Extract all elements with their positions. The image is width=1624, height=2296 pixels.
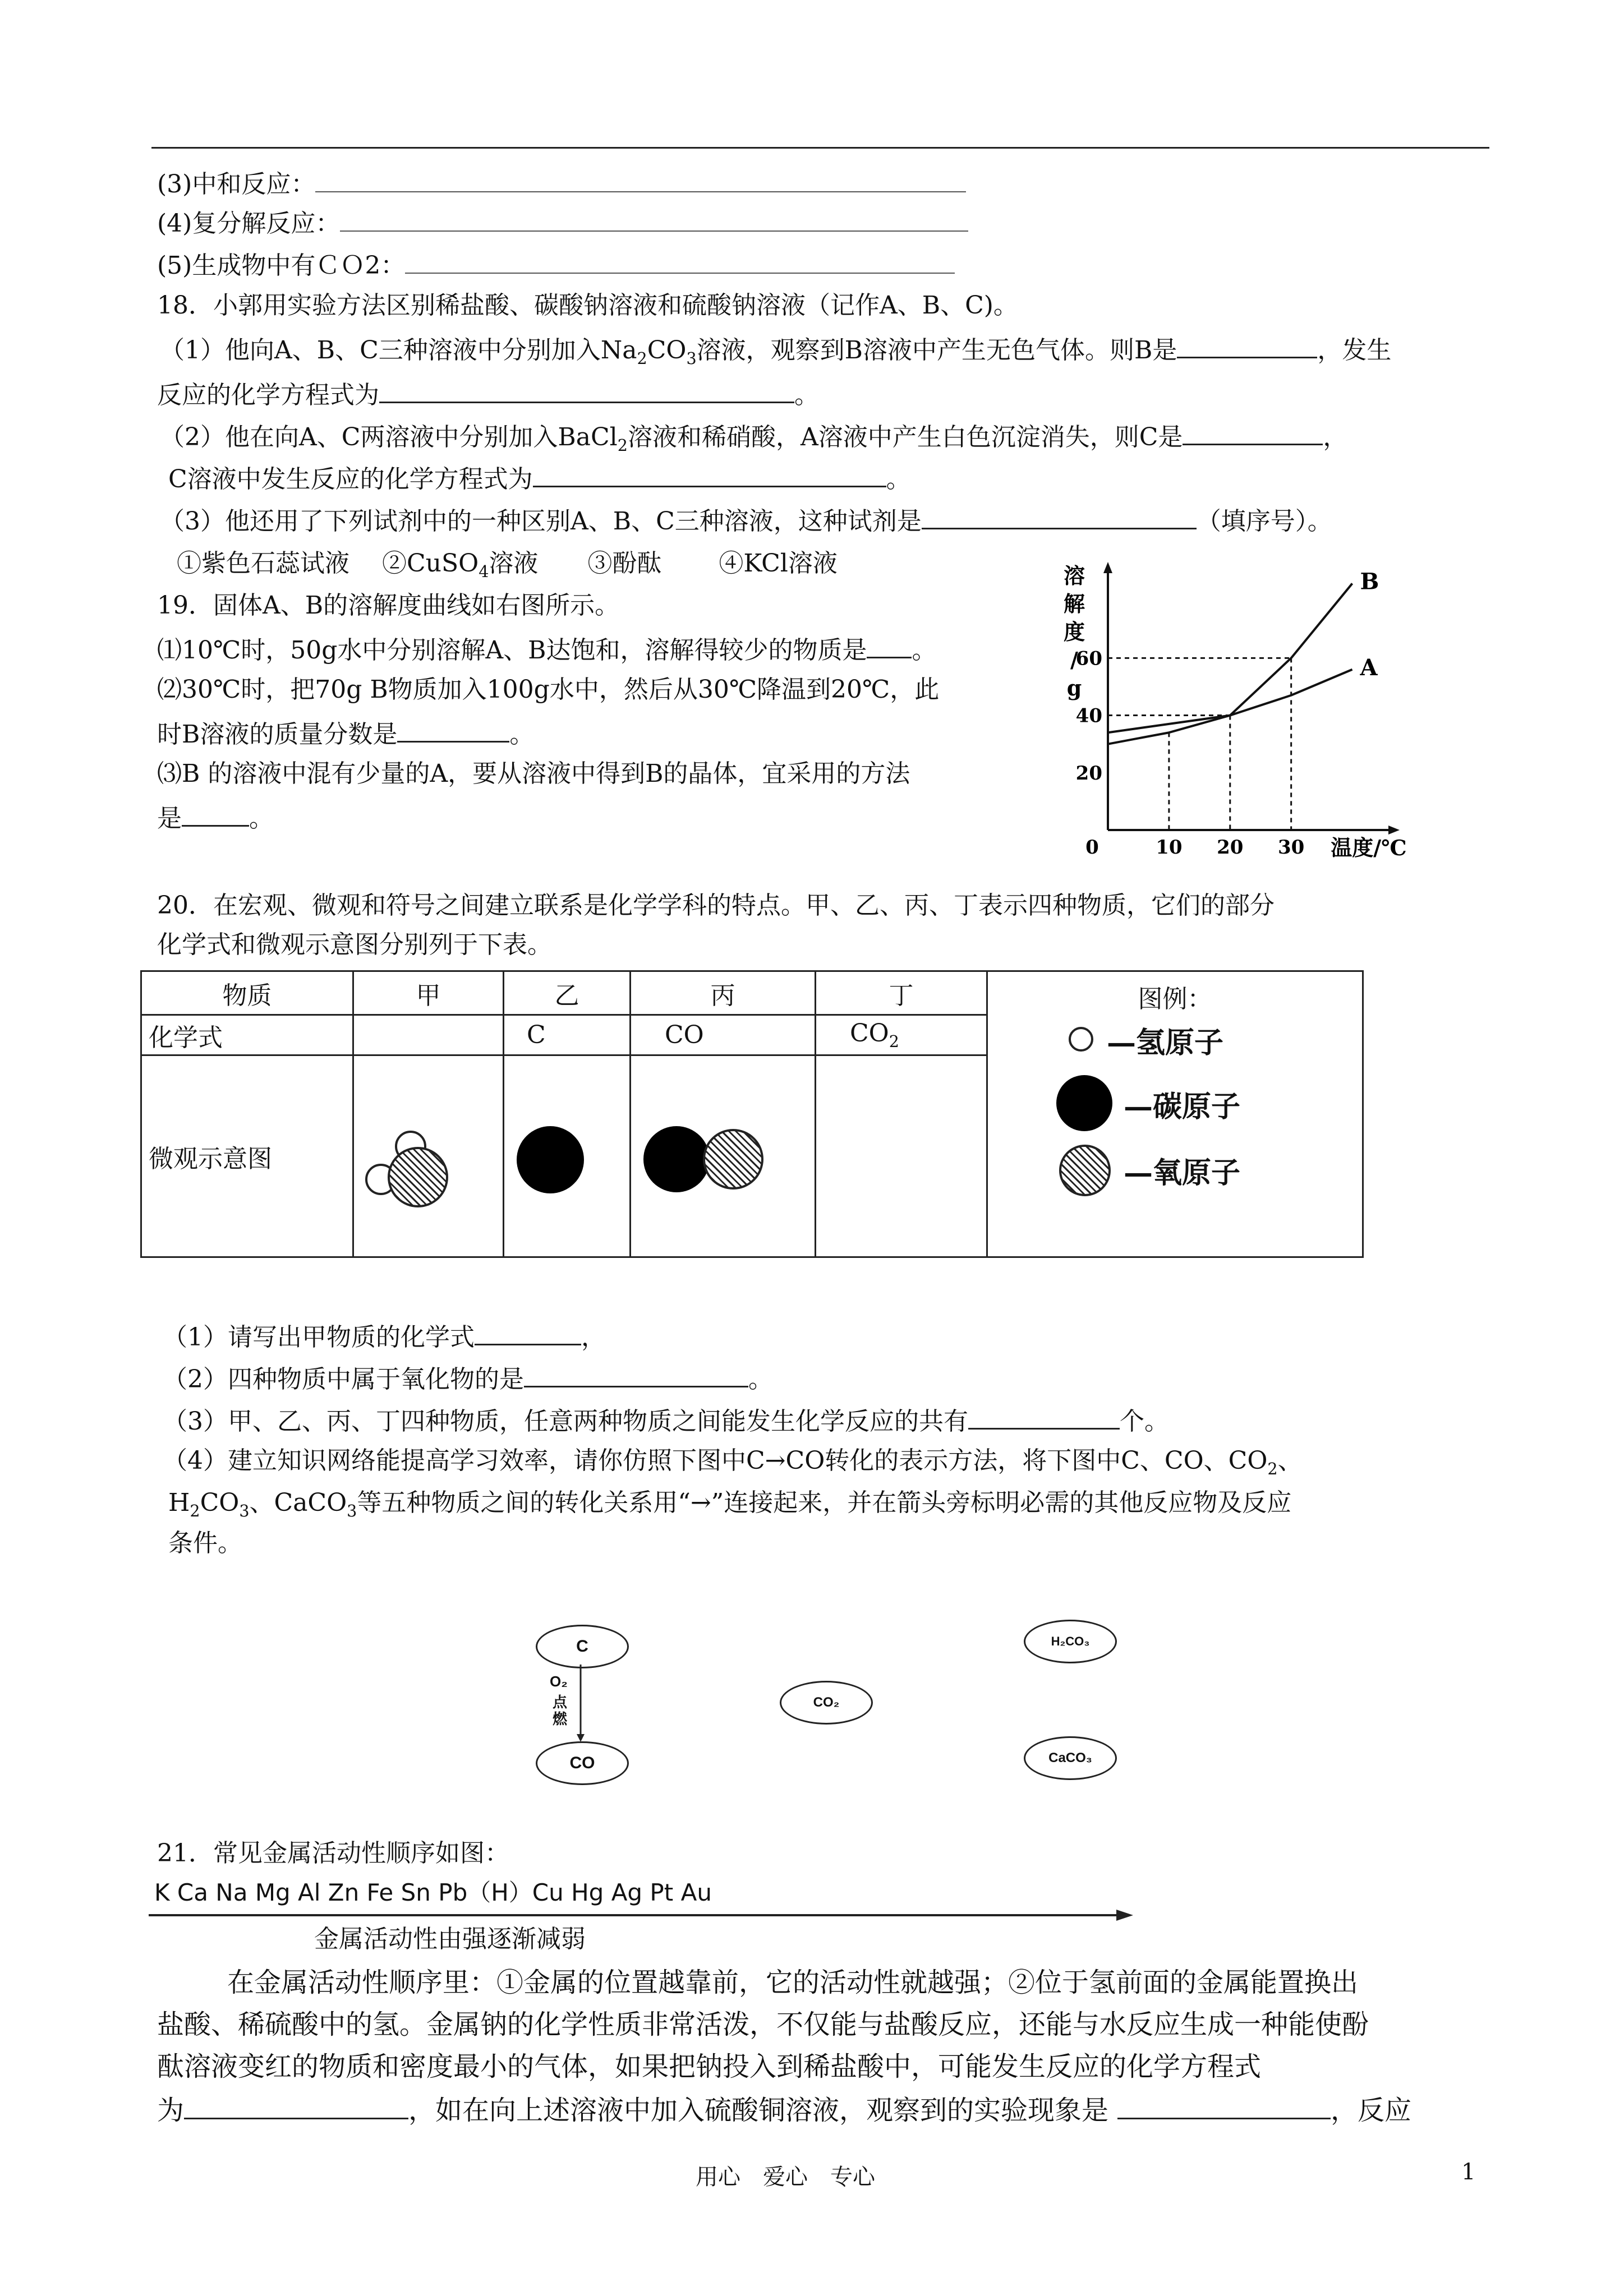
hydrogen-atom-icon (1069, 1027, 1093, 1052)
micro-bing (631, 1055, 816, 1257)
answer-blank[interactable] (340, 205, 968, 232)
y-tick-label: 20 (1075, 762, 1102, 785)
formula-jia (353, 1015, 504, 1055)
activity-caption: 金属活动性由强逐渐减弱 (314, 1925, 586, 1953)
arrow-label-ran: 燃 (553, 1711, 568, 1728)
y-tick-label: 60 (1075, 647, 1102, 670)
arrow-label-dian: 点 (553, 1694, 568, 1711)
q20-sub-4-end: 条件。 (168, 1529, 242, 1557)
header-ding: 丁 (816, 971, 987, 1015)
y-axis-arrow (1103, 562, 1112, 573)
q20-sub-1: （1）请写出甲物质的化学式 ， (163, 1318, 606, 1354)
y-axis-label-char: 度 (1063, 619, 1085, 644)
legend-carbon: —碳原子 (1124, 1090, 1241, 1124)
answer-blank[interactable] (524, 1360, 748, 1387)
q19-line-1: ⑴10℃时，50g水中分别溶解A、B达饱和，溶解得较少的物质是 。 (157, 631, 936, 667)
q18-part-2: （2）他在向A、C两溶液中分别加入BaCl$_2$溶液和稀硝酸，A溶液中产生白色沉淀消失，则C是 ， (160, 418, 1347, 462)
series-label-A: A (1360, 654, 1378, 681)
q21-title: 21．常见金属活动性顺序如图： (157, 1839, 509, 1868)
header-rule (151, 147, 1489, 149)
q19-title: 19．固体A、B的溶解度曲线如右图所示。 (157, 591, 620, 620)
y-axis-label-char: 溶 (1063, 563, 1085, 588)
q20-sub-4: （4）建立知识网络能提高学习效率，请你仿照下图中C→CO转化的表示方法，将下图中C、CO、$CO_2$、 (163, 1446, 1303, 1478)
q18-part-1-cont: 反应的化学方程式为 。 (157, 376, 819, 412)
y-axis-label-char: g (1066, 675, 1082, 700)
micro-jia (353, 1055, 504, 1257)
answer-blank[interactable] (405, 247, 955, 274)
q21-para-3: 酞溶液变红的物质和密度最小的气体，如果把钠投入到稀盐酸中，可能发生反应的化学方程式 (157, 2051, 1262, 2082)
node-co2: CO₂ (780, 1681, 873, 1725)
series-line-B (1108, 583, 1352, 744)
row-label-micro: 微观示意图 (141, 1055, 353, 1257)
answer-blank[interactable] (867, 631, 912, 658)
answer-blank[interactable] (1183, 418, 1323, 445)
header-jia: 甲 (353, 971, 504, 1015)
formula-bing: CO (631, 1015, 816, 1055)
q18-part-1: （1）他向A、B、C三种溶液中分别加入$Na_2CO_3$溶液，观察到B溶液中产生无色气体。则B是 ，发生 (160, 331, 1391, 375)
header-bing: 丙 (631, 971, 816, 1015)
q17-item-3: (3)中和反应： (157, 165, 966, 201)
node-c: C (536, 1625, 629, 1668)
row-label-formula: 化学式 (141, 1015, 353, 1055)
micro-yi (504, 1055, 631, 1257)
node-caco3: CaCO₃ (1024, 1736, 1117, 1780)
answer-blank[interactable] (968, 1402, 1120, 1430)
formula-yi: C (504, 1015, 631, 1055)
answer-blank[interactable] (182, 799, 249, 827)
q18-part-3: （3）他还用了下列试剂中的一种区别A、B、C三种溶液，这种试剂是 （填序号）。 (160, 502, 1332, 538)
y-tick-label: 40 (1075, 704, 1102, 727)
x-axis-arrow (1388, 826, 1400, 835)
answer-blank[interactable] (475, 1318, 581, 1345)
oxygen-atom-icon (388, 1147, 448, 1207)
q19-line-4: ⑶B 的溶液中混有少量的A，要从溶液中得到B的晶体，宜采用的方法 (157, 759, 910, 788)
y-axis-label-char: / (1070, 647, 1078, 672)
q17-item-4: (4)复分解反应： (157, 205, 968, 241)
y-axis-label-char: 解 (1063, 591, 1085, 616)
answer-blank[interactable] (397, 715, 509, 743)
solubility-chart (1055, 561, 1414, 864)
x-tick-label: 10 (1156, 836, 1183, 859)
answer-blank[interactable] (533, 460, 886, 487)
page-number: 1 (1461, 2159, 1476, 2185)
answer-blank[interactable] (1177, 331, 1317, 358)
header-substance: 物质 (141, 971, 353, 1015)
answer-blank[interactable] (379, 376, 794, 403)
q21-para-2: 盐酸、稀硫酸中的氢。金属钠的化学性质非常活泼，不仅能与盐酸反应，还能与水反应生成一种能使酚 (157, 2009, 1369, 2040)
carbon-atom-icon (643, 1126, 710, 1192)
legend-title: 图例： (1138, 985, 1212, 1013)
q20-sub-4-cont: $H_2CO_3$、CaCO$_3$等五种物质之间的转化关系用“→”连接起来，并在箭头旁标明必需的其他反应物及反应 (168, 1488, 1292, 1520)
carbon-atom-icon (517, 1126, 584, 1193)
q19-line-3: 时B溶液的质量分数是 。 (157, 715, 534, 751)
conversion-arrow (561, 1665, 606, 1743)
x-tick-label: 20 (1217, 836, 1244, 859)
series-label-B: B (1360, 568, 1379, 595)
x-tick-label: 0 (1085, 836, 1099, 859)
q18-options: ①紫色石蕊试液 ②CuSO$_4$溶液 ③酚酞 ④KCl溶液 (177, 549, 838, 581)
oxygen-atom-icon (703, 1129, 763, 1190)
q21-para-4: 为 ，如在向上述溶液中加入硫酸铜溶液，观察到的实验现象是 ，反应 (157, 2092, 1411, 2127)
x-tick-label: 30 (1278, 836, 1305, 859)
footer-motto: 用心 爱心 专心 (696, 2164, 875, 2190)
node-co: CO (536, 1741, 629, 1785)
q20-sub-3: （3）甲、乙、丙、丁四种物质，任意两种物质之间能发生化学反应的共有 个。 (163, 1402, 1169, 1439)
carbon-atom-icon (1056, 1075, 1112, 1131)
substance-table (140, 970, 1364, 1258)
activity-arrow (149, 1907, 1136, 1924)
answer-blank[interactable] (922, 502, 1197, 529)
q19-line-5: 是 。 (157, 799, 274, 836)
answer-blank[interactable] (1117, 2092, 1331, 2119)
micro-ding (816, 1055, 987, 1257)
legend-oxygen: —氧原子 (1124, 1156, 1241, 1190)
x-axis-label: 温度/℃ (1331, 835, 1407, 860)
node-h2co3: H₂CO₃ (1024, 1620, 1117, 1663)
legend-cell (987, 971, 1363, 1257)
q18-part-2-cont: C溶液中发生反应的化学方程式为 。 (168, 460, 911, 496)
arrow-label-o2: O₂ (550, 1673, 568, 1690)
q20-title-2: 化学式和微观示意图分别列于下表。 (157, 930, 552, 959)
answer-blank[interactable] (315, 165, 966, 192)
legend-hydrogen: —氢原子 (1107, 1026, 1224, 1060)
q20-title-1: 20．在宏观、微观和符号之间建立联系是化学学科的特点。甲、乙、丙、丁表示四种物质，它们的部分 (157, 891, 1275, 920)
q18-title: 18．小郭用实验方法区别稀盐酸、碳酸钠溶液和硫酸钠溶液（记作A、B、C)。 (157, 291, 1018, 320)
q19-line-2: ⑵30℃时，把70g B物质加入100g水中，然后从30℃降温到20℃，此 (157, 675, 940, 704)
oxygen-atom-icon (1059, 1145, 1111, 1196)
metal-series: K Ca Na Mg Al Zn Fe Sn Pb（H）Cu Hg Ag Pt Au (154, 1879, 712, 1906)
q21-para-1: 在金属活动性顺序里：①金属的位置越靠前，它的活动性就越强；②位于氢前面的金属能置换出 (227, 1967, 1359, 1998)
q20-sub-2: （2）四种物质中属于氧化物的是 。 (163, 1360, 773, 1396)
header-yi: 乙 (504, 971, 631, 1015)
series-line-A (1108, 670, 1352, 732)
formula-ding: $CO_2$ (816, 1015, 987, 1055)
q17-item-5: (5)生成物中有ＣＯ2： (157, 247, 955, 283)
answer-blank[interactable] (184, 2092, 408, 2119)
